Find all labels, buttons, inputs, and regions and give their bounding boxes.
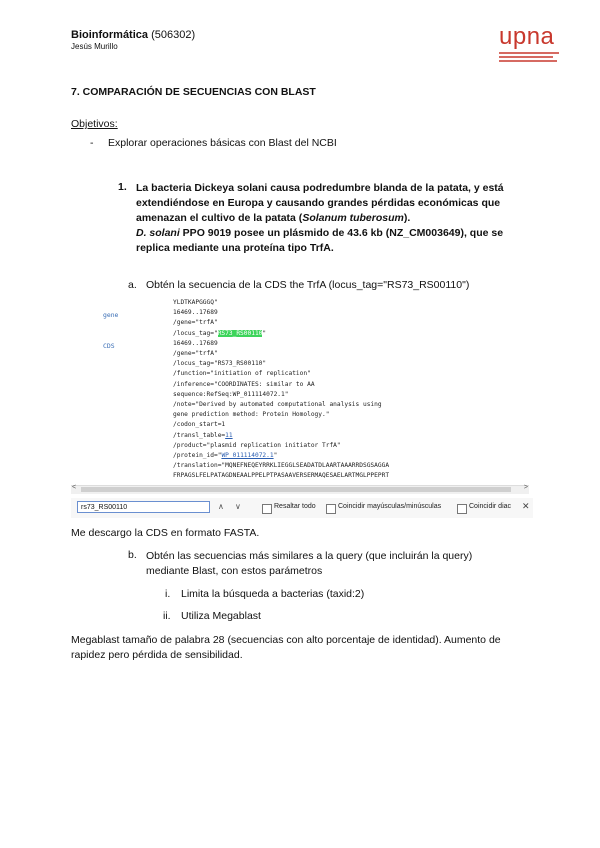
scroll-left-icon[interactable]: < (72, 484, 77, 491)
genbank-screenshot (71, 295, 533, 520)
objective-item: Explorar operaciones básicas con Blast del NCBI (108, 137, 337, 149)
paragraph-megablast: Megablast tamaño de palabra 28 (secuencias con alto porcentaje de identidad). Aumento de rapidez pero pérdida de sensibilidad. (71, 634, 501, 661)
find-previous-icon[interactable]: ∧ (218, 502, 224, 511)
logo-wordmark: upna (499, 23, 555, 50)
roman-number: i. (165, 588, 171, 600)
sub-a-text: Obtén la secuencia de la CDS the TrfA (locus_tag="RS73_RS00110") (146, 279, 470, 291)
find-bar (71, 498, 533, 518)
sub-b-letter: b. (128, 549, 137, 561)
close-icon[interactable]: ✕ (522, 501, 530, 511)
search-highlight: RS73_RS00110 (217, 329, 263, 337)
feature-cds-label: CDS (103, 342, 115, 350)
roman-item: Utiliza Megablast (181, 610, 261, 622)
roman-item: Limita la búsqueda a bacterias (taxid:2) (181, 588, 365, 600)
item-number: 1. (118, 181, 127, 193)
match-diacritics-label: Coincidir diac (469, 503, 512, 510)
scroll-thumb[interactable] (81, 487, 511, 492)
course-title: Bioinformática (506302) (71, 29, 196, 41)
author-name: Jesús Murillo (71, 42, 118, 51)
scroll-right-icon[interactable]: > (523, 484, 528, 491)
roman-number: ii. (163, 610, 171, 622)
transl-table-link[interactable]: 11 (225, 431, 233, 439)
horizontal-scrollbar[interactable] (71, 485, 529, 494)
bullet-marker: - (90, 137, 94, 149)
logo-lines (499, 52, 565, 62)
sub-b-text: Obtén las secuencias más similares a la query (que incluirán la query) mediante Blast, con estos parámetros (146, 550, 473, 577)
genbank-code: YLDTKAPGGGQ" 16469..17689 /gene="trfA" /locus_tag="RS73_RS00110" 16469..17689 /gene="trfA" /locus_tag="RS73_RS00110" /function="initiation of replication" /inference="COORDINATES: similar to AA sequence:RefSeq:WP_011114072.1" /note="Derived by automated computational analysis using gene prediction method: Protein Homology." /codon_start=1 /transl_table=11 /product="plasmid replication initiator TrfA" /protein_id="WP_011114072.1" /translation="MQNEFNEQEYRRKLIEGGLSEADATDLAARTAAARRDSGSAGGA FRPAGSLFELPATAGDNEAALPPELPTPASAAVERSERMAQESAELARTMGLPPEPRT (173, 299, 390, 480)
section-title: 7. COMPARACIÓN DE SECUENCIAS CON BLAST (71, 86, 316, 98)
match-diacritics-checkbox[interactable] (457, 504, 467, 514)
upna-logo (499, 24, 565, 66)
feature-gene-label: gene (103, 311, 119, 319)
objectives-heading: Objetivos: (71, 118, 118, 130)
item1-text: La bacteria Dickeya solani causa podredumbre blanda de la patata, y está extendiéndose en Europa y causando grandes pérdidas económicas que amenazan el cultivo de la patata (Solanum tuberosum). D. solani PPO 9019 posee un plásmido de 43.6 kb (NZ_CM003649), que se replica mediante una proteína tipo TrfA. (136, 182, 504, 254)
find-next-icon[interactable]: ∨ (235, 502, 241, 511)
paragraph-fasta: Me descargo la CDS en formato FASTA. (71, 527, 260, 539)
find-input[interactable]: rs73_RS00110 (77, 501, 210, 513)
highlight-all-label: Resaltar todo (274, 503, 316, 510)
match-case-label: Coincidir mayúsculas/minúsculas (338, 503, 442, 510)
protein-id-link[interactable]: WP_011114072.1 (221, 452, 274, 460)
highlight-all-checkbox[interactable] (262, 504, 272, 514)
sub-a-letter: a. (128, 279, 137, 291)
match-case-checkbox[interactable] (326, 504, 336, 514)
